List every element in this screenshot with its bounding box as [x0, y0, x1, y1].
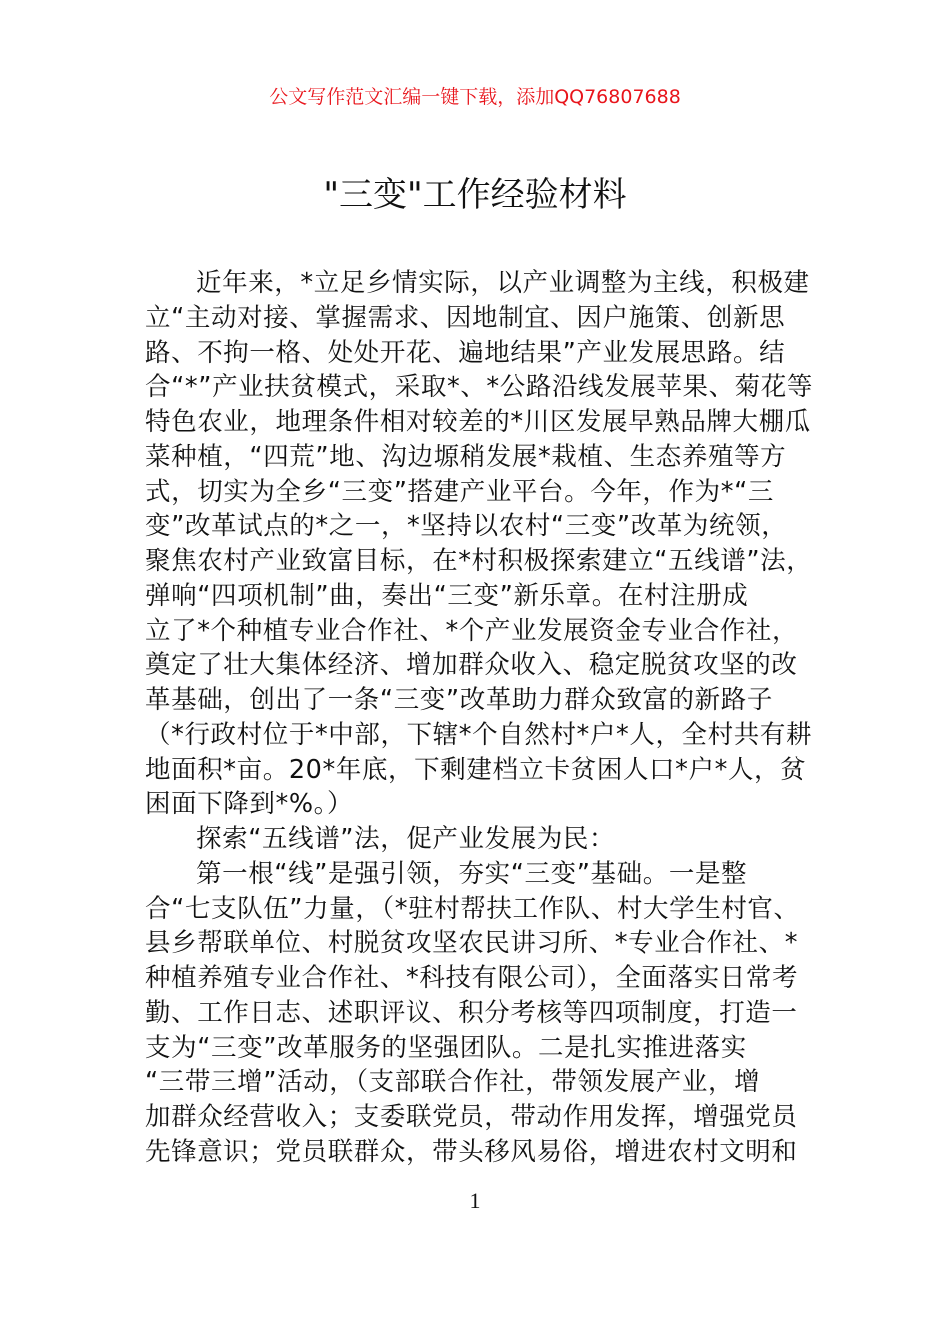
- download-notice-header: 公文写作范文汇编一键下载，添加QQ76807688: [269, 86, 681, 108]
- page-number: 1: [469, 1188, 481, 1213]
- text-line: 种植养殖专业合作社、*科技有限公司），全面落实日常考: [145, 963, 799, 993]
- text-line: 县乡帮联单位、村脱贫攻坚农民讲习所、*专业合作社、*: [145, 928, 799, 959]
- text-line: （*行政村位于*中部，下辖*个自然村*户*人，全村共有耕: [145, 719, 813, 750]
- document-title: "三变"工作经验材料: [323, 175, 627, 215]
- text-line: 特色农业，地理条件相对较差的*川区发展早熟品牌大棚瓜: [145, 407, 811, 437]
- text-line: 合“*”产业扶贫模式，采取*、*公路沿线发展苹果、菊花等: [145, 372, 813, 403]
- text-line: 第一根“线”是强引领，夯实“三变”基础。一是整: [196, 858, 748, 889]
- text-line: 变”改革试点的*之一，*坚持以农村“三变”改革为统领，: [145, 511, 788, 542]
- text-line: 弹响“四项机制”曲，奏出“三变”新乐章。在村注册成: [145, 580, 749, 611]
- text-line: 立了*个种植专业合作社、*个产业发展资金专业合作社，: [145, 615, 799, 646]
- text-line: 探索“五线谱”法，促产业发展为民：: [196, 824, 616, 854]
- text-line: 菜种植，“四荒”地、沟边塬稍发展*栽植、生态养殖等方: [145, 441, 787, 472]
- text-line: 近年来，*立足乡情实际，以产业调整为主线，积极建: [196, 268, 810, 298]
- text-line: 加群众经营收入；支委联党员，带动作用发挥，增强党员: [145, 1102, 798, 1132]
- text-line: 勤、工作日志、述职评议、积分考核等四项制度，打造一: [145, 997, 798, 1028]
- text-line: 支为“三变”改革服务的坚强团队。二是扎实推进落实: [145, 1032, 747, 1063]
- text-line: 立“主动对接、掌握需求、因地制宜、因户施策、创新思: [145, 302, 786, 333]
- text-line: 革基础，创出了一条“三变”改革助力群众致富的新路子: [145, 685, 773, 715]
- text-line: 奠定了壮大集体经济、增加群众收入、稳定脱贫攻坚的改: [145, 650, 798, 681]
- text-line: 地面积*亩。20*年底，下剩建档立卡贫困人口*户*人，贫: [145, 754, 807, 785]
- text-line: 路、不拘一格、处处开花、遍地结果”产业发展思路。结: [145, 337, 786, 368]
- text-line: 困面下降到*%。）: [145, 789, 354, 820]
- document-body: [145, 266, 835, 1170]
- text-line: 聚焦农村产业致富目标，在*村积极探索建立“五线谱”法，: [145, 546, 813, 576]
- text-line: 式，切实为全乡“三变”搭建产业平台。今年，作为*“三: [145, 476, 774, 507]
- text-line: 合“七支队伍”力量，（*驻村帮扶工作队、村大学生村官、: [145, 893, 800, 924]
- text-line: 先锋意识；党员联群众，带头移风易俗，增进农村文明和: [145, 1136, 798, 1167]
- text-line: “三带三增”活动，（支部联合作社，带领发展产业，增: [145, 1067, 761, 1098]
